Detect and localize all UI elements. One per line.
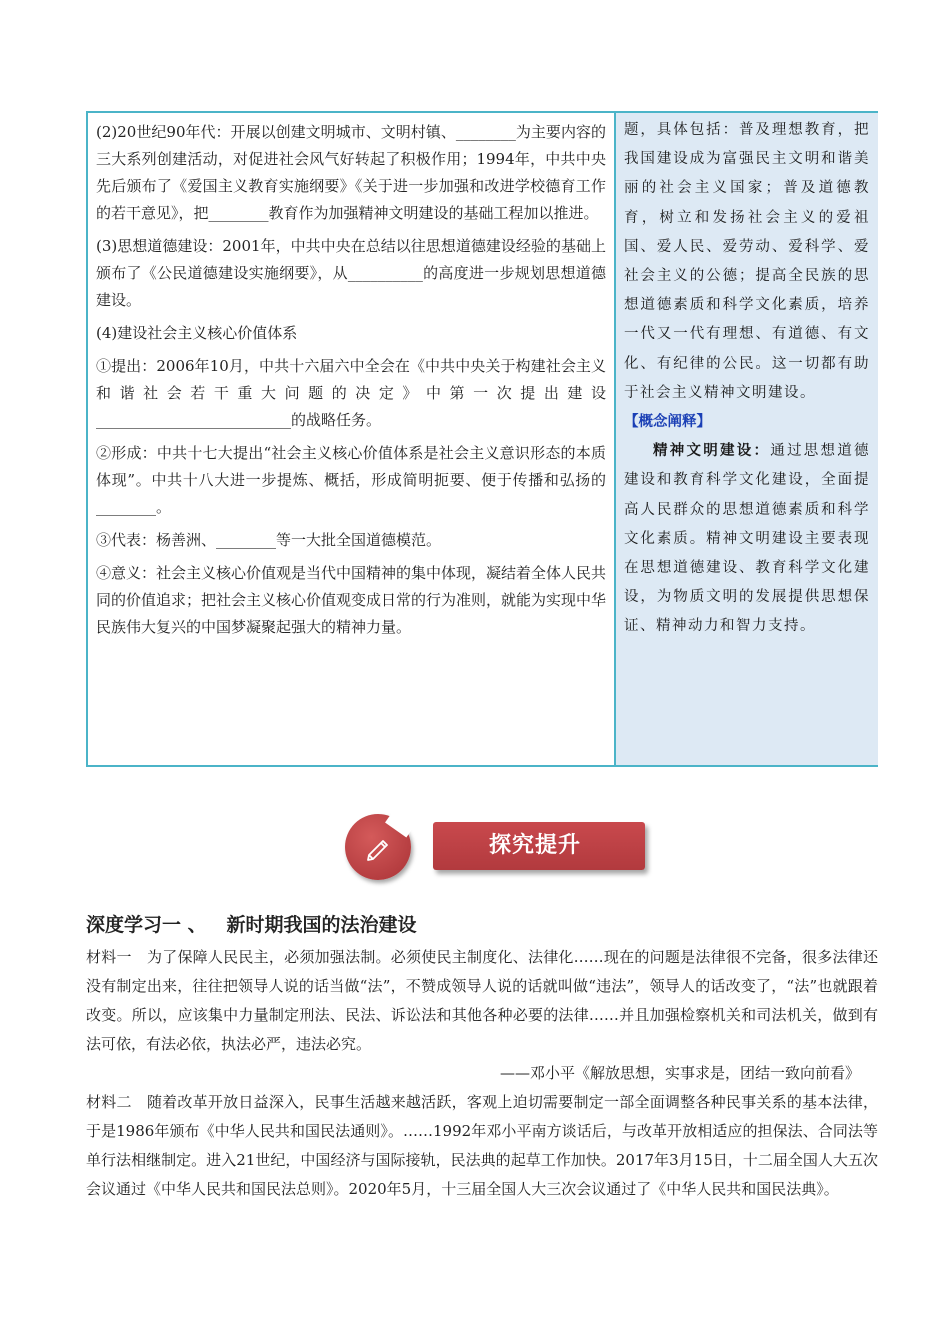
material-one: 材料一 为了保障人民民主，必须加强法制。必须使民主制度化、法律化……现在的问题是法律很不完备，很多法律还没有制定出来，往往把领导人说的话当做“法”，不赞成领导人说的话就叫做“违法”，领导人的话改变了，“法”也就跟着改变。所以，应该集中力量制定刑法、民法、诉讼法和其他各种必要的法律……并且加强检察机关和司法机关，做到有法可依，有法必依，执法必严，违法必究。 [86, 948, 878, 1053]
banner-title: 探究提升 [433, 822, 645, 870]
concept-body: 通过思想道德建设和教育科学文化建设，全面提高人民群众的思想道德素质和科学文化素质。精神文明建设主要表现在思想道德建设、教育科学文化建设，为物质文明的发展提供思想保证、精神动力和智力支持。 [624, 443, 870, 635]
pencil-icon [365, 834, 393, 862]
notes-column [88, 113, 614, 765]
note-paragraph-1990s: (2)20世纪90年代：开展以创建文明城市、文明村镇、________为主要内容的三大系列创建活动，对促进社会风气好转起了积极作用；1994年，中共中央先后颁布了《爱国主义教育实施纲要》《关于进一步加强和改进学校德育工作的若干意见》，把________教育作为加强精神文明建设的基础工程加以推进。 [96, 123, 606, 222]
note-paragraph-proposal: ①提出：2006年10月，中共十六届六中全会在《中共中央关于构建社会主义和谐社会若干重大问题的决定》中第一次提出建设__________________________的战略任务。 [96, 357, 606, 429]
note-paragraph-significance: ④意义：社会主义核心价值观是当代中国精神的集中体现，凝结着全体人民共同的价值追求；把社会主义核心价值观变成日常的行为准则，就能为实现中华民族伟大复兴的中国梦凝聚起强大的精神力量。 [96, 564, 607, 636]
sidebar-intro: 题，具体包括：普及理想教育，把我国建设成为富强民主文明和谐美丽的社会主义国家；普及道德教育，树立和发扬社会主义的爱祖国、爱人民、爱劳动、爱科学、爱社会主义的公德；提高全民族的思想道德素质和科学文化素质，培养一代又一代有理想、有道德、有文化、有纪律的公民。这一切都有助于社会主义精神文明建设。 [624, 122, 870, 401]
materials [86, 943, 878, 1204]
note-paragraph-core-values-heading: (4)建设社会主义核心价值体系 [96, 324, 298, 342]
note-paragraph-formation: ②形成：中共十七大提出“社会主义核心价值体系是社会主义意识形态的本质体现”。中共十八大进一步提炼、概括，形成简明扼要、便于传播和弘扬的________。 [96, 444, 606, 516]
knowledge-table [86, 111, 878, 767]
material-two: 材料二 随着改革开放日益深入，民事生活越来越活跃，客观上迫切需要制定一部全面调整各种民事关系的基本法律，于是1986年颁布《中华人民共和国民法通则》。……1992年邓小平南方谈话后，与改革开放相适应的担保法、合同法等单行法相继制定。进入21世纪，中国经济与国际接轨，民法典的起草工作加快。2017年3月15日，十二届全国人大五次会议通过《中华人民共和国民法总则》。2020年5月，十三届全国人大三次会议通过了《中华人民共和国民法典》。 [86, 1093, 878, 1198]
banner-badge [345, 814, 411, 880]
sidebar-column [616, 113, 878, 765]
material-one-source: ——邓小平《解放思想，实事求是，团结一致向前看》 [499, 1064, 860, 1082]
note-paragraph-moral: (3)思想道德建设：2001年，中共中央在总结以往思想道德建设经验的基础上颁布了《公民道德建设实施纲要》，从__________的高度进一步规划思想道德建设。 [96, 237, 606, 309]
concept-paragraph [624, 437, 870, 641]
concept-term: 精神文明建设： [653, 443, 771, 460]
section-title: 深度学习一 、 新时期我国的法治建设 [86, 914, 417, 936]
concept-title: 【概念阐释】 [624, 414, 711, 431]
section-banner [345, 812, 645, 890]
note-paragraph-representatives: ③代表：杨善洲、________等一大批全国道德模范。 [96, 531, 442, 549]
